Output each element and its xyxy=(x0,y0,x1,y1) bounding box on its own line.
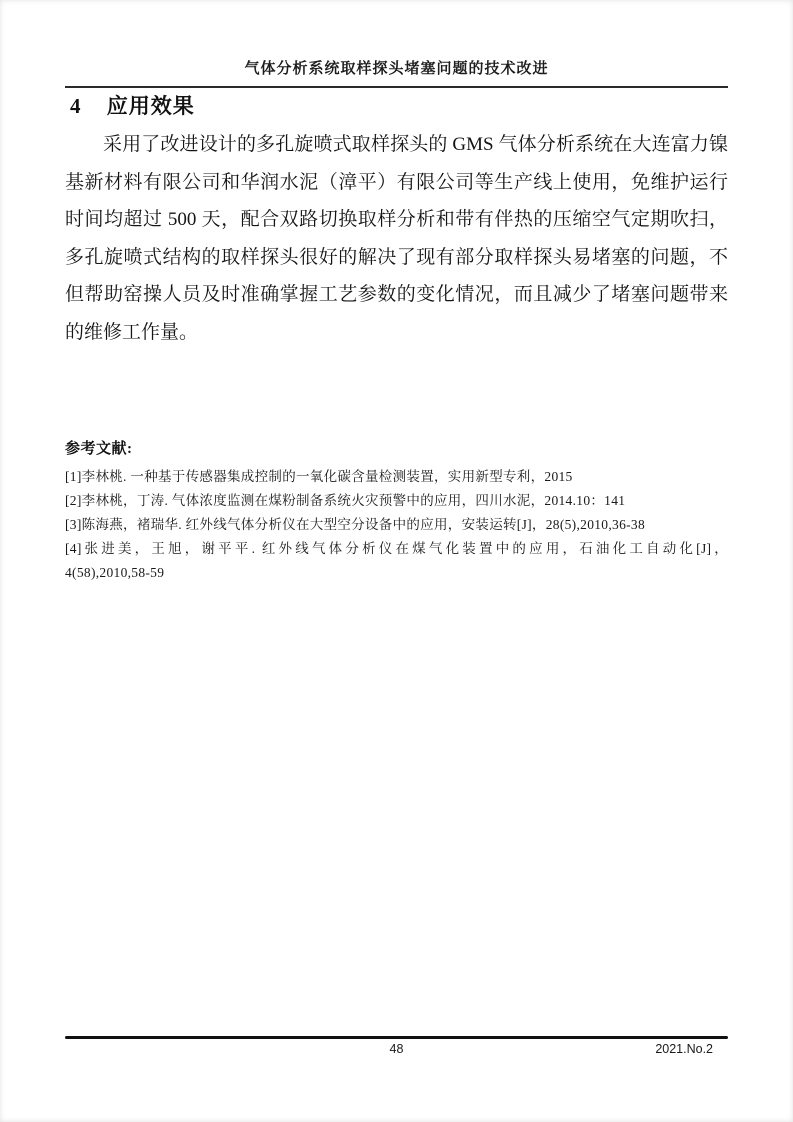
reference-item-4-continuation: 4(58),2010,58-59 xyxy=(65,565,165,580)
reference-item-2: [2]李林桃，丁涛. 气体浓度监测在煤粉制备系统火灾预警中的应用，四川水泥，2014.10：141 xyxy=(65,493,626,508)
header-rule xyxy=(65,86,728,88)
references-heading: 参考文献: xyxy=(65,441,133,457)
page-number: 48 xyxy=(389,1042,404,1056)
page-footer xyxy=(65,1042,728,1062)
footer-rule xyxy=(65,1036,728,1039)
body-paragraph: 采用了改进设计的多孔旋喷式取样探头的 GMS 气体分析系统在大连富力镍基新材料有限公司和华润水泥（漳平）有限公司等生产线上使用，免维护运行时间均超过 500 天，配合双路切换取样分析和带有伴热的压缩空气定期吹扫，多孔旋喷式结构的取样探头很好的解决了现有部分取样探头易堵塞的问题，不但帮助窑操人员及时准确掌握工艺参数的变化情况，而且减少了堵塞问题带来的维修工作量。 xyxy=(65,134,728,343)
section-number: 4 xyxy=(70,94,82,118)
section-heading xyxy=(70,90,195,120)
running-header-title: 气体分析系统取样探头堵塞问题的技术改进 xyxy=(244,61,549,77)
reference-item-1: [1]李林桃. 一种基于传感器集成控制的一氧化碳含量检测装置，实用新型专利，2015 xyxy=(65,469,573,484)
issue-label: 2021.No.2 xyxy=(655,1042,713,1056)
references-section xyxy=(65,437,728,585)
reference-item-4: [4]张进美，王旭，谢平平. 红外线气体分析仪在煤气化装置中的应用，石油化工自动化[J]， xyxy=(65,541,728,556)
reference-item-3: [3]陈海燕，褚瑞华. 红外线气体分析仪在大型空分设备中的应用，安装运转[J]，28(5),2010,36-38 xyxy=(65,517,646,532)
section-title: 应用效果 xyxy=(106,94,195,118)
